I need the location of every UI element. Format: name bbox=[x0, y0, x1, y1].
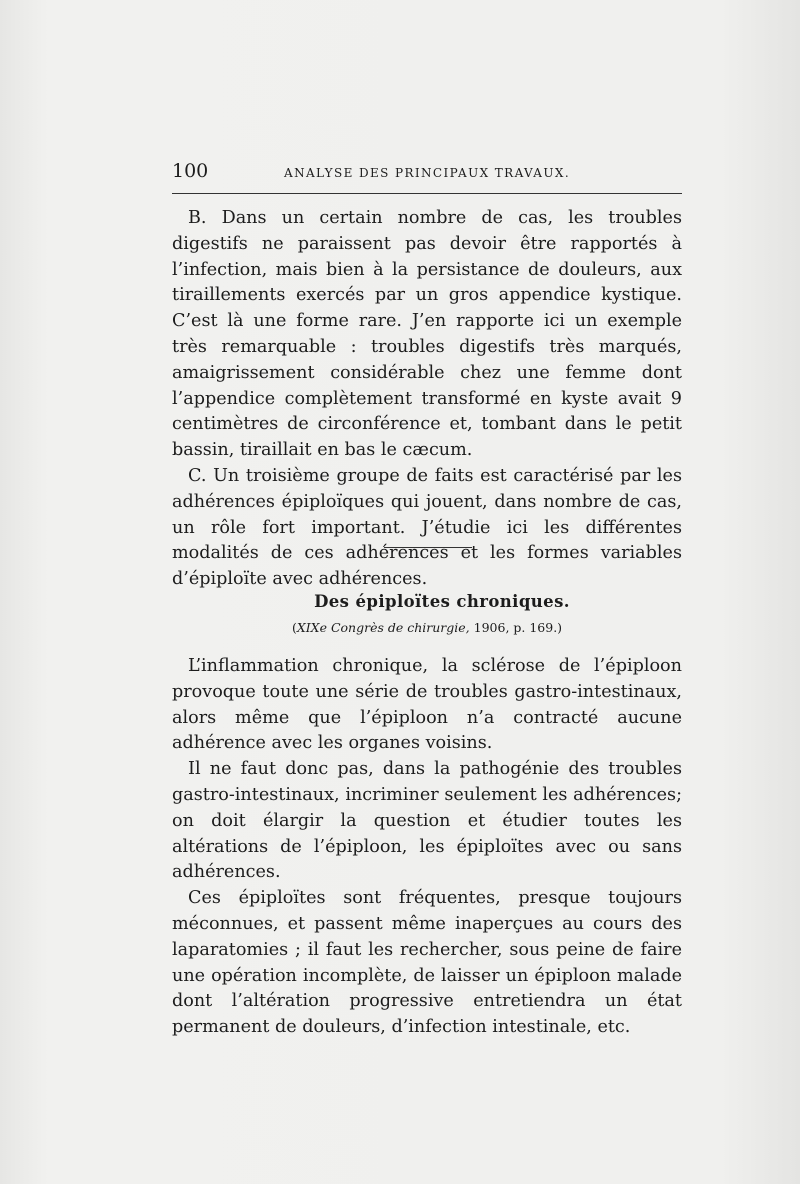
article-title: Des épiploïtes chroniques. bbox=[314, 592, 570, 611]
header-rule bbox=[172, 193, 682, 194]
page-number: 100 bbox=[172, 160, 209, 182]
running-head: ANALYSE DES PRINCIPAUX TRAVAUX. bbox=[284, 166, 571, 180]
paragraph-section-c: C. Un troisième groupe de faits est caractérisé par les adhérences épiploïques qui jouent, dans nombre de cas, un rôle fort important. J’étudie ici les différentes modalités de ces adhérences et les formes variables d’épiploïte avec adhérences. bbox=[172, 465, 682, 590]
page-header bbox=[172, 160, 684, 184]
citation-rest: 1906, p. 169.) bbox=[469, 620, 563, 635]
text-block-intro bbox=[172, 206, 682, 593]
citation-source: XIXe Congrès de chirurgie, bbox=[296, 620, 470, 635]
article-body bbox=[172, 654, 682, 1041]
article-citation bbox=[172, 620, 682, 635]
section-divider bbox=[384, 547, 472, 548]
article-paragraph: Ces épiploïtes sont fréquentes, presque toujours méconnues, et passent même inaperçues au cours des laparatomies ; il faut les rechercher, sous peine de faire une opération incomplète, de laisser un épiploon malade dont l’altération progressive entretiendra un état permanent de douleurs, d’infection intestinale, etc. bbox=[172, 888, 682, 1038]
paragraph-section-b: B. Dans un certain nombre de cas, les troubles digestifs ne paraissent pas devoir être rapportés à l’infection, mais bien à la persistance de douleurs, aux tiraillements exercés par un gros appendice kystique. C’est là une forme rare. J’en rapporte ici un exemple très remarquable : troubles digestifs très marqués, amaigrissement considérable chez une femme dont l’appendice complètement transformé en kyste avait 9 centimètres de circonférence et, tombant dans le petit bassin, tiraillait en bas le cæcum. bbox=[172, 208, 682, 461]
article-paragraph: L’inflammation chronique, la sclérose de l’épiploon provoque toute une série de troubles gastro-intestinaux, alors même que l’épiploon n’a contracté aucune adhérence avec les organes voisins. bbox=[172, 656, 682, 754]
citation-open: ( bbox=[291, 620, 297, 635]
article-paragraph: Il ne faut donc pas, dans la pathogénie des troubles gastro-intestinaux, incriminer seulement les adhérences; on doit élargir la question et étudier toutes les altérations de l’épiploon, les épiploïtes avec ou sans adhérences. bbox=[172, 759, 682, 883]
